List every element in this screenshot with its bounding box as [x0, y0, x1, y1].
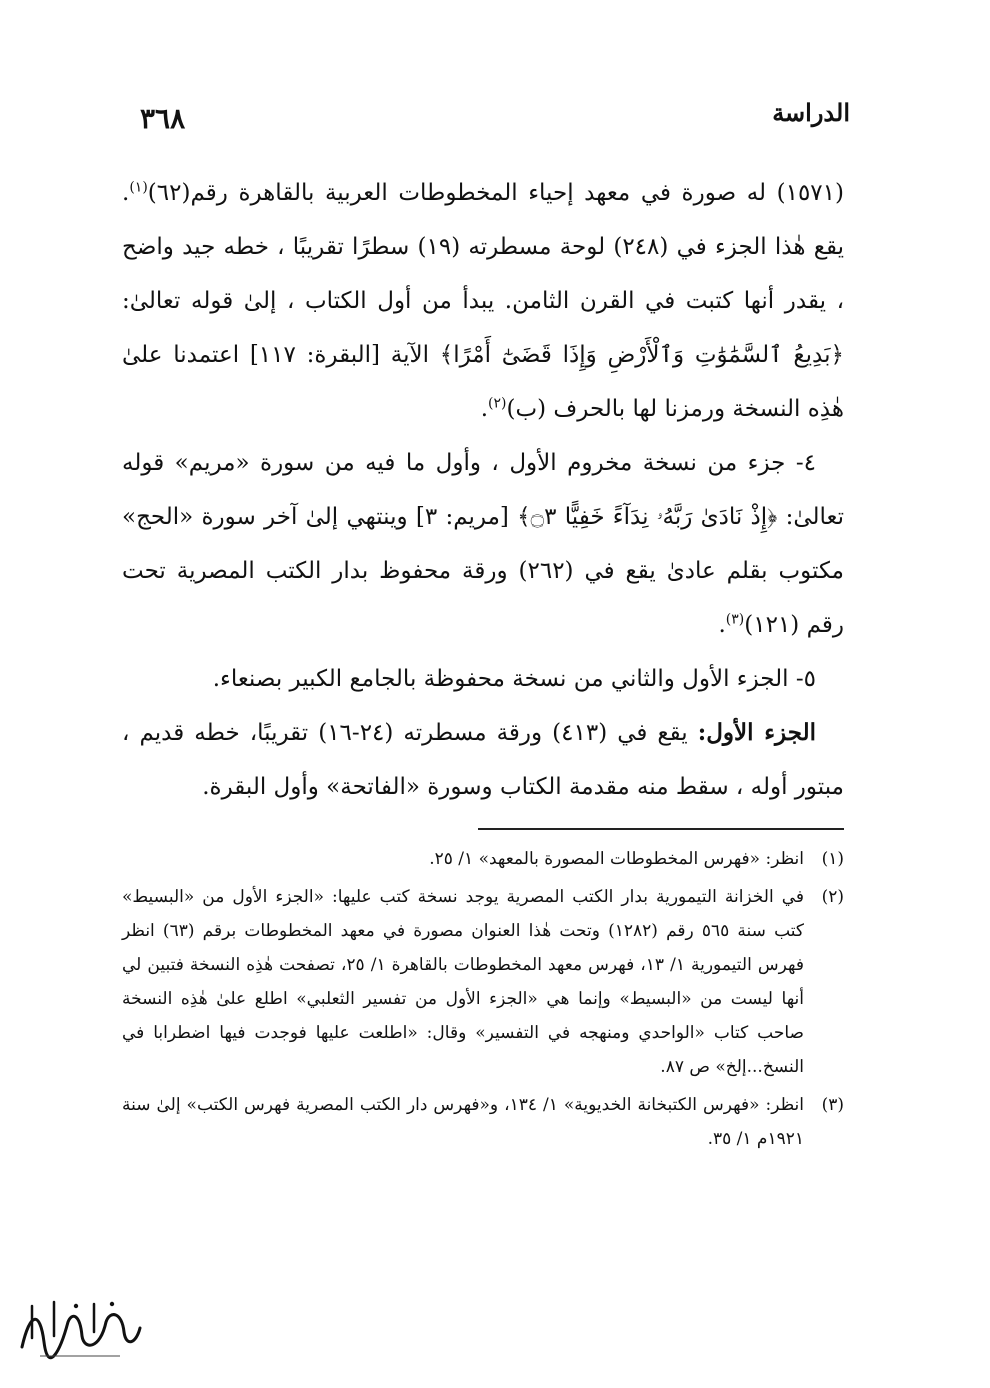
paragraph-2-part-a: ٤- جزء من نسخة مخروم الأول ، وأول ما فيه من سورة «مريم» قوله تعالىٰ: ﴿إِذْ نَادَىٰ رَبَّهُۥ نِدَآءً خَفِيًّا ۝٣﴾ [مريم: ٣] وينتهي إلىٰ آخر سورة «الحج» مكتوب بقلم عادىٰ يقع في (٢٦٢) ورقة محفوظ بدار الكتب المصرية تحت رقم (١٢١): [122, 450, 845, 638]
paragraph-1: [122, 166, 844, 436]
page-header: [140, 92, 850, 142]
footnote-number: (١): [821, 849, 844, 869]
paragraph-2: [122, 436, 844, 652]
paragraph-3: ٥- الجزء الأول والثاني من نسخة محفوظة بالجامع الكبير بصنعاء.: [212, 666, 816, 692]
footnote-text: انظر: «فهرس الكتبخانة الخديوية» ١/ ١٣٤، و«فهرس دار الكتب المصرية فهرس الكتب» إلىٰ سنة ١٩٢١م ١/ ٣٥.: [122, 1095, 804, 1149]
logo-graphic: [10, 1292, 150, 1362]
footnote-ref-3: (٣): [725, 611, 745, 628]
page-number: ٣٦٨: [140, 102, 186, 135]
paragraph-4-text: يقع في (٤١٣) ورقة مسطرته (٢٤-١٦) تقريبًا، خطه قديم ، مبتور أوله ، سقط منه مقدمة الكتاب وسورة «الفاتحة» وأول البقرة.: [122, 720, 844, 800]
footnote-number: (٣): [821, 1095, 844, 1115]
main-text: [122, 166, 844, 814]
running-title: الدراسة: [772, 98, 850, 127]
paragraph-1-part-a: (١٥٧١) له صورة في معهد إحياء المخطوطات العربية بالقاهرة رقم(٦٢): [147, 180, 844, 206]
footnote-text: في الخزانة التيمورية بدار الكتب المصرية يوجد نسخة كتب عليها: «الجزء الأول من «البسيط» كتب سنة ٥٦٥ رقم (١٢٨٢) وتحت هٰذا العنوان مصورة في معهد المخطوطات برقم (٦٣) انظر فهرس التيمورية ١/ ١٣، فهرس معهد المخطوطات بالقاهرة ١/ ٢٥، تصفحت هٰذِه النسخة فتبين لي أنها ليست من «البسيط» وإنما هي «الجزء الأول من تفسير الثعلبي» اطلع علىٰ هٰذِه النسخة صاحب كتاب «الواحدي ومنهجه في التفسير» وقال: «اطلعت عليها فوجدت فيها اضطرابا في النسخ...إلخ» ص ٨٧.: [122, 887, 804, 1077]
footnote-ref-2: (٢): [488, 395, 507, 412]
calligraphy-logo-icon: [10, 1292, 150, 1362]
footnote-3: [122, 1088, 844, 1156]
paragraph-1-part-b: . يقع هٰذا الجزء في (٢٤٨) لوحة مسطرته (١٩) سطرًا تقريبًا ، خطه جيد واضح ، يقدر أنها كتبت في القرن الثامن. يبدأ من أول الكتاب ، إلىٰ قوله تعالىٰ: ﴿بَدِيعُ ٱلسَّمَٰوَٰتِ وَٱلْأَرْضِ وَإِذَا قَضَىٰٓ أَمْرًا﴾ الآية [البقرة: ١١٧] اعتمدنا علىٰ هٰذِه النسخة ورمزنا لها بالحرف (ب): [122, 180, 844, 422]
footnote-2: [122, 880, 844, 1084]
footnote-number: (٢): [821, 887, 844, 907]
footnote-divider: [478, 828, 844, 830]
footnotes: [122, 842, 844, 1160]
footnote-ref-1: (١): [129, 179, 148, 196]
paragraph-2-part-b: .: [718, 612, 726, 638]
footnote-1: [122, 842, 844, 876]
paragraph-4: [122, 706, 844, 814]
section-label: الجزء الأول:: [697, 719, 816, 746]
paragraph-1-part-c: .: [480, 396, 489, 422]
footnote-text: انظر: «فهرس المخطوطات المصورة بالمعهد» ١/ ٢٥.: [429, 849, 804, 869]
